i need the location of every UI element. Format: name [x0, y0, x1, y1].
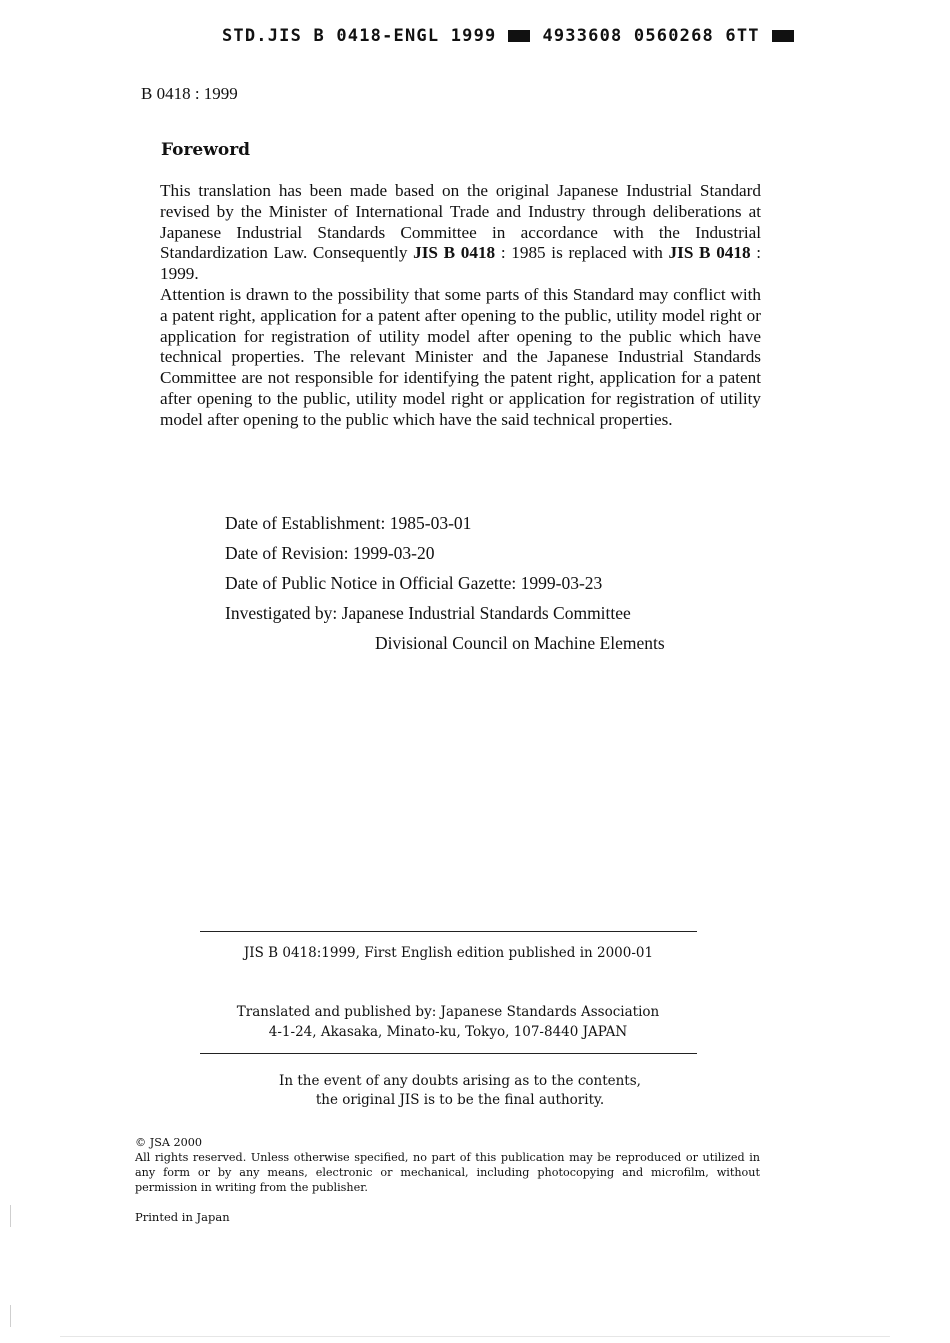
scan-artifact — [10, 1205, 11, 1227]
dates-block — [225, 512, 665, 662]
header-block-mark — [508, 30, 530, 42]
copyright-block — [135, 1135, 760, 1195]
page-header — [222, 26, 794, 46]
divider-bottom — [200, 1053, 697, 1054]
scan-artifact — [60, 1336, 890, 1337]
date-revision: Date of Revision: 1999-03-20 — [225, 543, 435, 563]
foreword-text: This translation has been made based on the original Japanese Industrial Standard revised by the Minister of International Trade and Industry through deliberations at Japanese Industrial Standards Committee in accordance with the Industrial Standardization Law. Consequently — [160, 181, 761, 263]
edition-line: JIS B 0418:1999, First English edition published in 2000-01 — [243, 945, 654, 961]
header-doc-code: STD.JIS B 0418-ENGL 1999 — [222, 26, 497, 46]
date-gazette: Date of Public Notice in Official Gazette: 1999-03-23 — [225, 573, 603, 593]
authority-line-1: In the event of any doubts arising as to the contents, — [279, 1073, 641, 1089]
foreword-title: Foreword — [161, 140, 251, 160]
header-block-mark-end — [772, 30, 794, 42]
investigated-by: Investigated by: Japanese Industrial Standards Committee — [225, 603, 631, 623]
date-establishment: Date of Establishment: 1985-03-01 — [225, 513, 472, 533]
translated-by: Translated and published by: Japanese Standards Association — [236, 1004, 660, 1020]
authority-line-2: the original JIS is to be the final authority. — [315, 1092, 605, 1108]
printed-in: Printed in Japan — [135, 1210, 230, 1224]
publisher-address: 4-1-24, Akasaka, Minato-ku, Tokyo, 107-8440 JAPAN — [268, 1024, 628, 1040]
divider-top — [200, 931, 697, 932]
foreword-paragraph-1 — [160, 181, 761, 285]
standard-ref-old: JIS B 0418 — [413, 243, 496, 263]
authority-notice — [200, 1072, 720, 1110]
header-serial: 4933608 0560268 6TT — [542, 26, 760, 46]
foreword-text: : 1999. — [160, 243, 762, 284]
standard-ref-new: JIS B 0418 — [668, 243, 751, 263]
copyright-rights: All rights reserved. Unless otherwise specified, no part of this publication may be reproduced or utilized in any form or by any means, electronic or mechanical, including photocopying and microfilm, without permission in writing from the publisher. — [135, 1151, 760, 1194]
divisional-council: Divisional Council on Machine Elements — [375, 633, 665, 653]
foreword-body — [160, 181, 761, 431]
scan-artifact — [10, 1305, 11, 1327]
copyright-owner: © JSA 2000 — [135, 1136, 202, 1149]
foreword-paragraph-2: Attention is drawn to the possibility that some parts of this Standard may conflict with a patent right, application for a patent after opening to the public, utility model right or application for registration of utility model after opening to the public which have technical properties. The relevant Minister and the Japanese Industrial Standards Committee are not responsible for identifying the patent right, application for a patent after opening to the public, utility model right or application for registration of utility model after opening to the public which have the said technical properties. — [160, 284, 761, 429]
document-number: B 0418 : 1999 — [141, 84, 238, 103]
foreword-text: : 1985 is replaced with — [495, 243, 669, 263]
